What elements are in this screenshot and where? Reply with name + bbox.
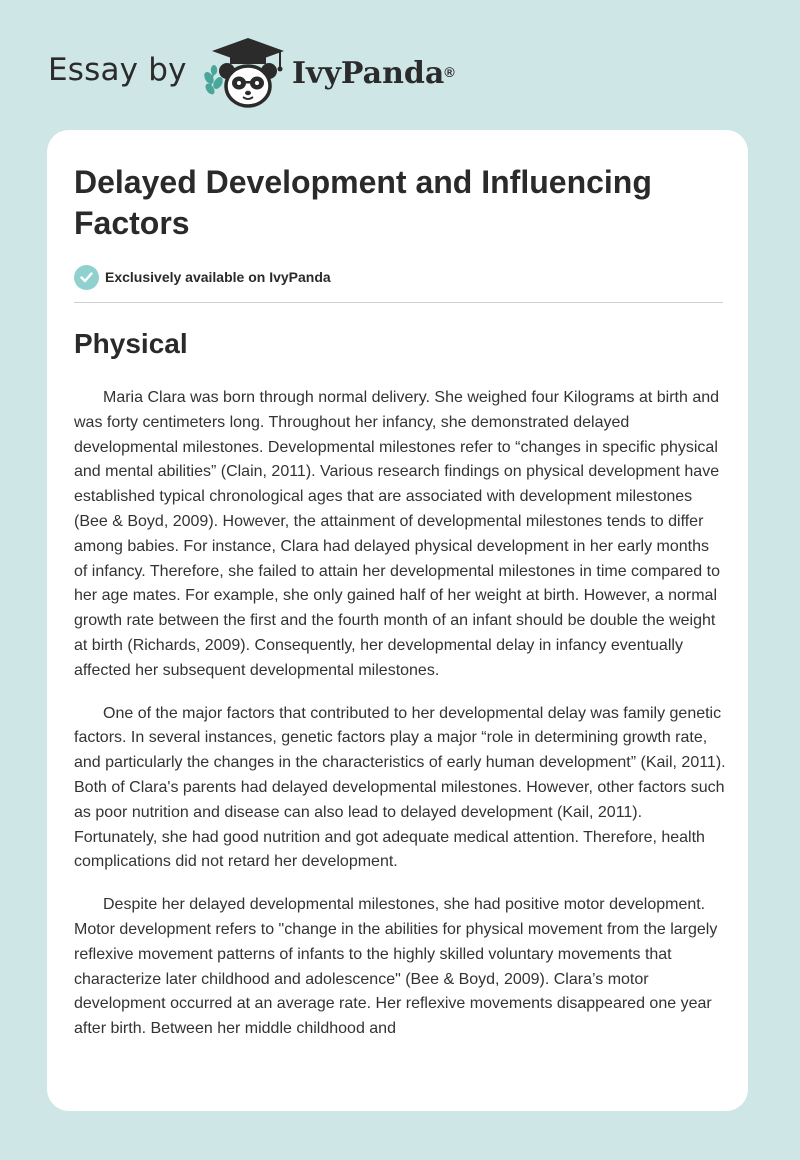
paragraph: Despite her delayed developmental milestones, she had positive motor development. Motor development refers to "change in the abilities for physical movement from the largely reflexive movement patterns of infants to the highly skilled voluntary movements that characterize later childhood and adolescence" (Bee & Boyd, 2009). Clara’s motor development occurred at an average rate. Her reflexive movements disappeared one year after birth. Between her middle childhood and (74, 896, 718, 1038)
title-divider (74, 302, 723, 303)
site-header (0, 0, 800, 130)
exclusive-badge-label: Exclusively available on IvyPanda (105, 269, 331, 285)
essay-card (47, 130, 748, 1111)
brand-name[interactable] (292, 54, 455, 94)
trademark-mark: ® (444, 64, 455, 80)
paragraph: One of the major factors that contributed to her developmental delay was family genetic factors. In several instances, genetic factors play a major “role in determining growth rate, and particularly the changes in the characteristics of early human development” (Kail, 2011). Both of Clara's parents had delayed developmental milestones. However, other factors such as poor nutrition and disease can also lead to delayed development (Kail, 2011). Fortunately, she had good nutrition and got adequate medical attention. Therefore, health complications did not retard her development. (74, 704, 726, 871)
paragraph: Maria Clara was born through normal delivery. She weighed four Kilograms at birth and was forty centimeters long. Throughout her infancy, she demonstrated delayed developmental milestones. Developmental milestones refer to “changes in specific physical and mental abilities” (Clain, 2011). Various research findings on physical development have established typical chronological ages that are associated with development milestones (Bee & Boyd, 2009). However, the attainment of developmental milestones tends to differ among babies. For instance, Clara had delayed physical development in her early months of infancy. Therefore, she failed to attain her developmental milestones in time compared to her age mates. For example, she only gained half of her weight at birth. However, a normal growth rate between the first and the fourth month of an infant should be double the weight at birth (Richards, 2009). Consequently, her developmental delay in infancy eventually affected her subsequent developmental milestones. (74, 389, 720, 679)
panda-graduate-icon[interactable] (200, 34, 286, 110)
essay-title: Delayed Development and Influencing Factors (74, 164, 652, 241)
brand-label: IvyPanda (292, 56, 445, 91)
essay-body (74, 386, 726, 1060)
essay-by-label: Essay by (48, 52, 187, 88)
exclusive-badge (74, 264, 331, 290)
section-heading: Physical (74, 328, 188, 359)
check-icon (74, 265, 99, 290)
